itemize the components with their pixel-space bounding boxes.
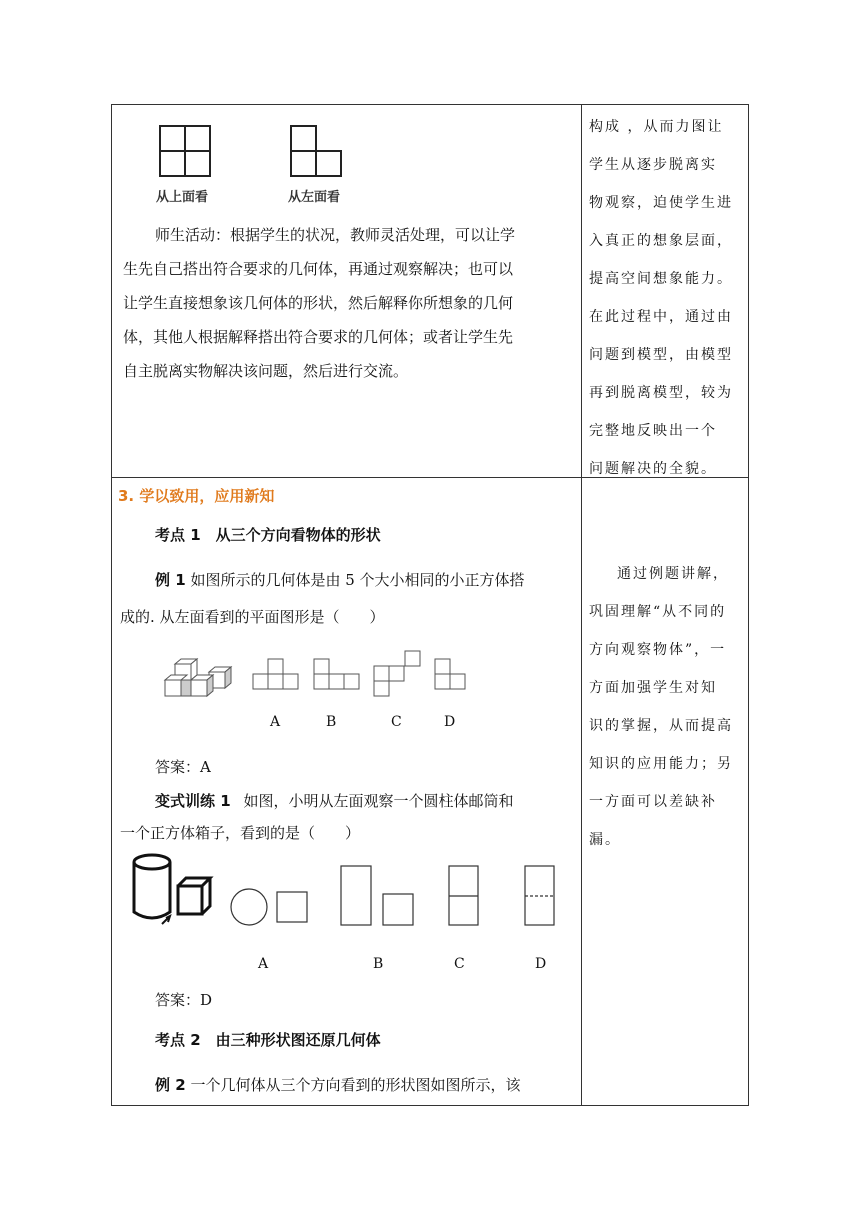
side-line: 通过例题讲解， bbox=[617, 566, 729, 582]
example-1-line2: 成的. 从左面看到的平面图形是（ ） bbox=[120, 608, 385, 626]
example-1-label: 例 1 bbox=[155, 571, 186, 589]
side-line: 问题解决的全貌。 bbox=[589, 461, 717, 477]
example-1-line1 bbox=[155, 569, 577, 590]
option-b-figure bbox=[313, 658, 361, 692]
activity-line: 自主脱离实物解决该问题，然后进行交流。 bbox=[123, 362, 409, 380]
ex1-option-d-label: D bbox=[444, 714, 456, 730]
side-line: 物观察，迫使学生进 bbox=[589, 195, 733, 211]
variation-1-line1 bbox=[155, 790, 577, 811]
var-option-b-figure bbox=[340, 865, 416, 927]
side-line: 提高空间想象能力。 bbox=[589, 271, 733, 287]
option-d-figure bbox=[434, 658, 470, 692]
var-option-a-label: A bbox=[258, 956, 269, 972]
side-line: 完整地反映出一个 bbox=[589, 423, 717, 439]
side-line: 知识的应用能力；另 bbox=[589, 756, 733, 772]
variation-1-answer: 答案：D bbox=[155, 991, 213, 1009]
caption-top-view: 从上面看 bbox=[156, 190, 209, 205]
side-line: 巩固理解“从不同的 bbox=[589, 604, 727, 620]
kaodian-1-heading: 考点 1 从三个方向看物体的形状 bbox=[155, 526, 381, 544]
option-c-figure bbox=[372, 650, 424, 700]
ex1-option-a-label: A bbox=[270, 714, 281, 730]
var-option-c-figure bbox=[448, 865, 480, 927]
side-line: 一方面可以差缺补 bbox=[589, 794, 717, 810]
side-line: 再到脱离模型，较为 bbox=[589, 385, 733, 401]
mailbox-and-box-figure bbox=[130, 852, 214, 932]
variation-1-label: 变式训练 1 bbox=[155, 792, 231, 810]
activity-paragraph bbox=[123, 218, 578, 388]
ex1-option-c-label: C bbox=[391, 714, 402, 730]
side-line: 构成 ，从而力图让 bbox=[589, 119, 724, 135]
example-2-line1 bbox=[155, 1074, 577, 1095]
variation-1-line2: 一个正方体箱子，看到的是（ ） bbox=[120, 824, 361, 842]
activity-line: 让学生直接想象该几何体的形状，然后解释你所想象的几何 bbox=[123, 294, 514, 312]
var-option-d-figure bbox=[524, 865, 556, 927]
side-line: 漏。 bbox=[589, 832, 621, 848]
var-option-b-label: B bbox=[373, 956, 384, 972]
example-1-answer: 答案：A bbox=[155, 758, 211, 776]
activity-line: 生先自己搭出符合要求的几何体，再通过观察解决；也可以 bbox=[123, 260, 514, 278]
left-view-figure bbox=[290, 125, 346, 179]
ex1-option-b-label: B bbox=[326, 714, 337, 730]
side-note-top bbox=[589, 108, 747, 488]
side-line: 问题到模型，由模型 bbox=[589, 347, 733, 363]
side-line: 方面加强学生对知 bbox=[589, 680, 717, 696]
caption-left-view: 从左面看 bbox=[288, 190, 341, 205]
cube-assembly-figure bbox=[163, 656, 235, 704]
side-line: 入真正的想象层面， bbox=[589, 233, 733, 249]
activity-line: 体，其他人根据解释搭出符合要求的几何体；或者让学生先 bbox=[123, 328, 514, 346]
activity-line: 师生活动：根据学生的状况，教师灵活处理，可以让学 bbox=[155, 226, 516, 244]
example-1-text: 如图所示的几何体是由 5 个大小相同的小正方体搭 bbox=[190, 571, 525, 589]
option-a-figure bbox=[252, 658, 300, 692]
side-line: 在此过程中，通过由 bbox=[589, 309, 733, 325]
side-line: 学生从逐步脱离实 bbox=[589, 157, 717, 173]
var-option-c-label: C bbox=[454, 956, 465, 972]
column-divider bbox=[581, 105, 582, 1105]
var-option-a-figure bbox=[230, 888, 310, 928]
section-heading: 3. 学以致用，应用新知 bbox=[118, 487, 275, 505]
kaodian-2-heading: 考点 2 由三种形状图还原几何体 bbox=[155, 1031, 381, 1049]
example-2-text: 一个几何体从三个方向看到的形状图如图所示，该 bbox=[190, 1076, 521, 1094]
side-line: 识的掌握，从而提高 bbox=[589, 718, 733, 734]
side-note-bottom bbox=[589, 555, 747, 859]
var-option-d-label: D bbox=[535, 956, 547, 972]
example-2-label: 例 2 bbox=[155, 1076, 186, 1094]
side-line: 方向观察物体”，一 bbox=[589, 642, 727, 658]
variation-1-text: 如图，小明从左面观察一个圆柱体邮筒和 bbox=[243, 792, 514, 810]
top-view-figure bbox=[159, 125, 213, 179]
